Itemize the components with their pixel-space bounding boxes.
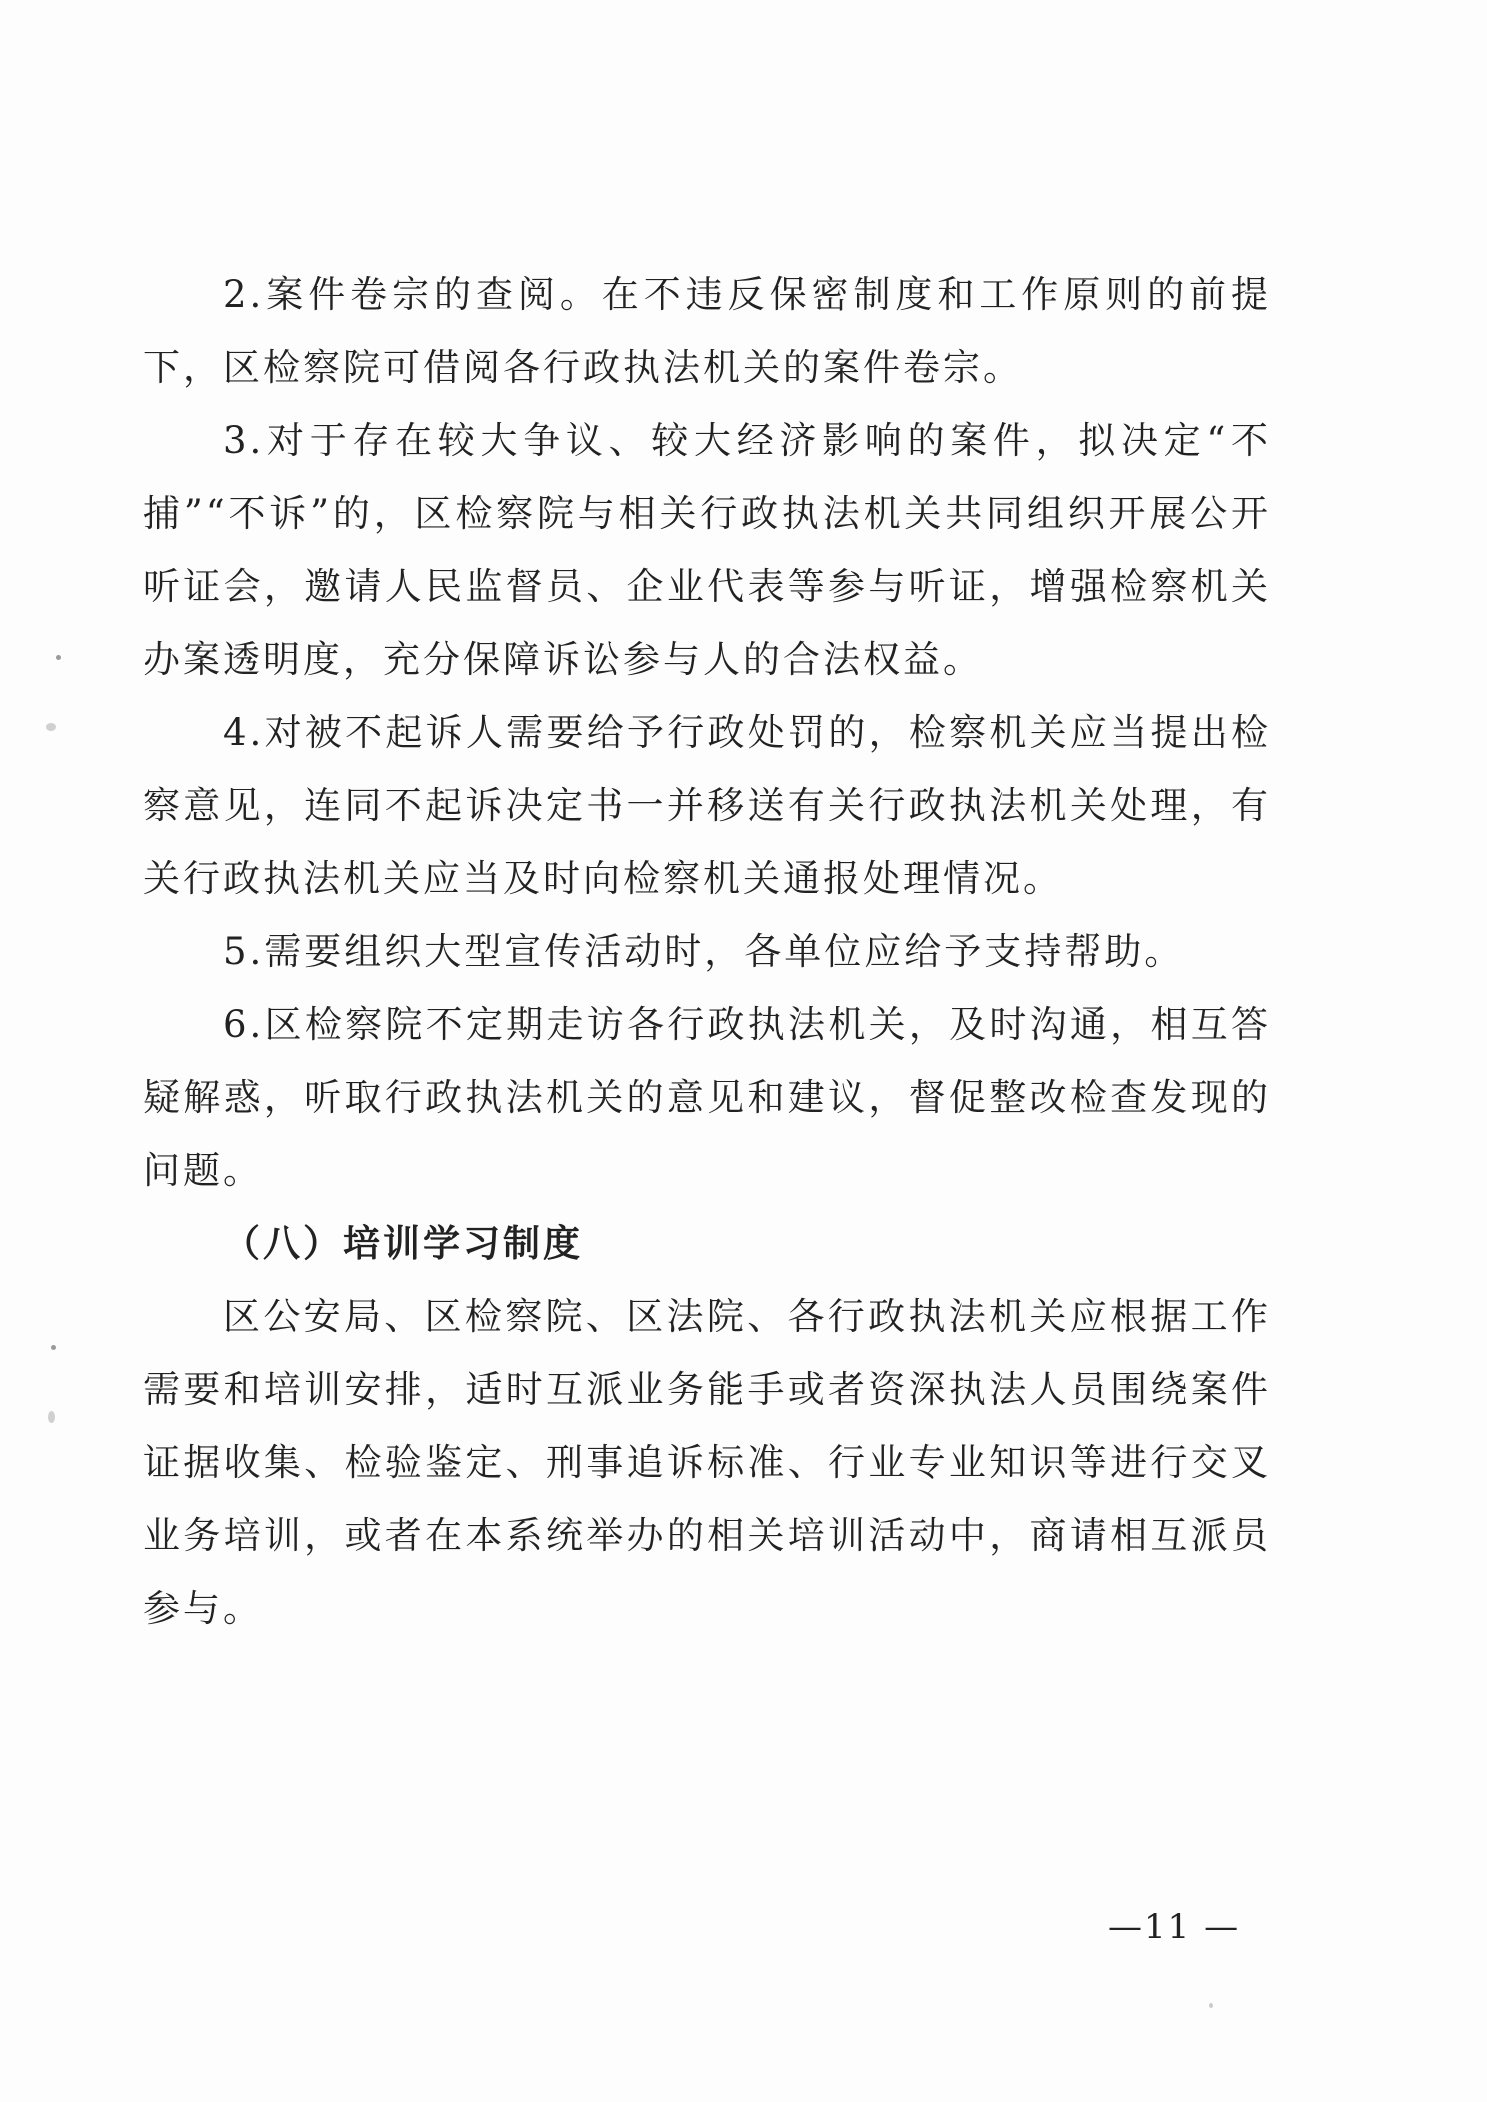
scan-speck [56, 655, 61, 660]
paragraph-item-2: 2.案件卷宗的查阅。在不违反保密制度和工作原则的前提下，区检察院可借阅各行政执法机关的案件卷宗。 [143, 273, 1271, 389]
paragraph-item-5: 5.需要组织大型宣传活动时，各单位应给予支持帮助。 [223, 930, 1185, 973]
section-heading: （八）培训学习制度 [223, 1221, 583, 1265]
document-body [143, 258, 1271, 1645]
paragraph-item-6: 6.区检察院不定期走访各行政执法机关，及时沟通，相互答疑解惑，听取行政执法机关的意见和建议，督促整改检查发现的问题。 [143, 1003, 1271, 1192]
scan-speck [51, 1345, 56, 1350]
paragraph-item-4: 4.对被不起诉人需要给予行政处罚的，检察机关应当提出检察意见，连同不起诉决定书一并移送有关行政执法机关处理，有关行政执法机关应当及时向检察机关通报处理情况。 [143, 711, 1271, 900]
page-number: —11 — [1108, 1907, 1241, 1947]
paragraph-item-3: 3.对于存在较大争议、较大经济影响的案件，拟决定“不捕”“不诉”的，区检察院与相关行政执法机关共同组织开展公开听证会，邀请人民监督员、企业代表等参与听证，增强检察机关办案透明度，充分保障诉讼参与人的合法权益。 [143, 419, 1271, 681]
scan-speck [46, 723, 56, 731]
section-paragraph: 区公安局、区检察院、区法院、各行政执法机关应根据工作需要和培训安排，适时互派业务能手或者资深执法人员围绕案件证据收集、检验鉴定、刑事追诉标准、行业专业知识等进行交叉业务培训，或者在本系统举办的相关培训活动中，商请相互派员参与。 [143, 1295, 1271, 1630]
scan-speck [48, 1411, 55, 1423]
scan-speck [1209, 2003, 1213, 2008]
